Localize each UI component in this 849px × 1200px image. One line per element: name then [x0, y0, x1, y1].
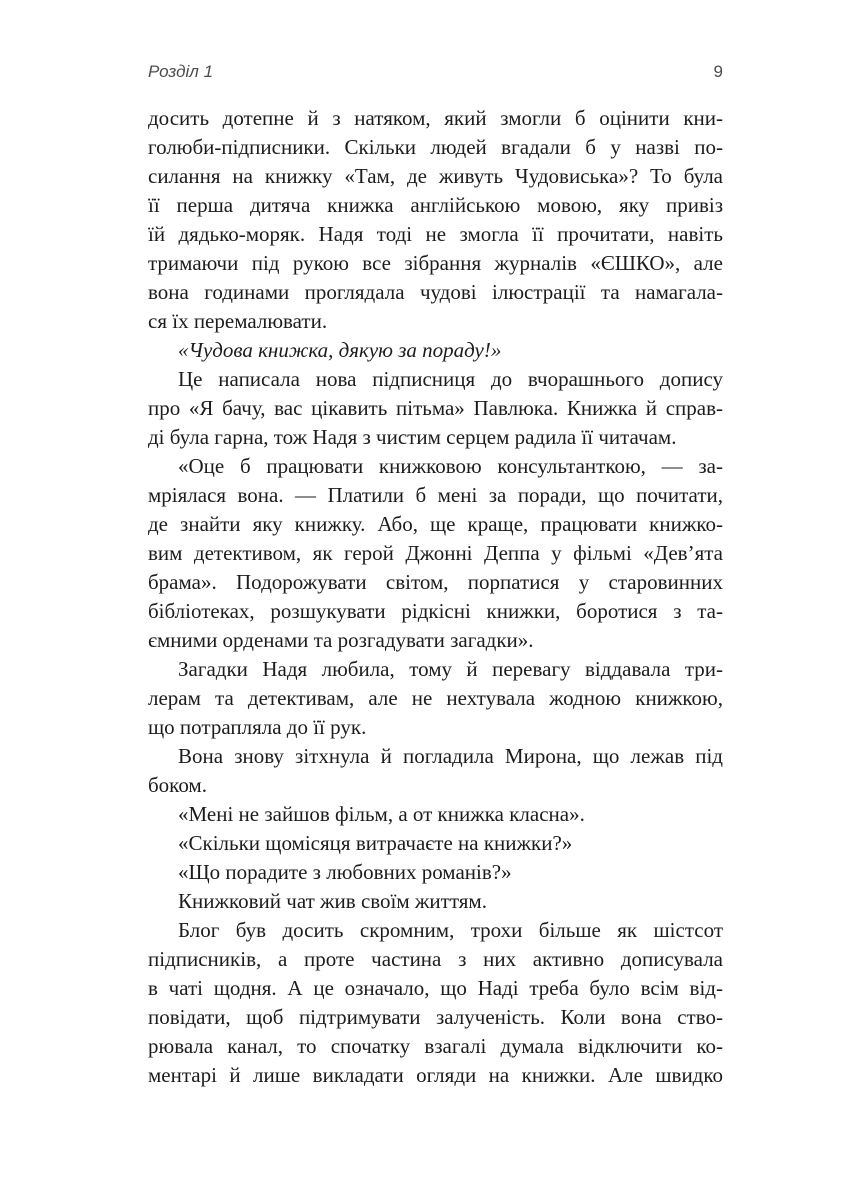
text-line: підписників, а проте частина з них активно дописувала: [148, 947, 723, 971]
text-line: «Скільки щомісяця витрачаєте на книжки?»: [178, 831, 573, 855]
text-line: Це написала нова підписниця до вчорашнього допису: [178, 367, 723, 391]
page-number: 9: [713, 62, 723, 81]
text-line: лерам та детективам, але не нехтувала жодною книжкою,: [148, 686, 723, 710]
text-line: голюби-підписники. Скільки людей вгадали б у назві по-: [148, 135, 723, 159]
text-line: Блог був досить скромним, трохи більше як шістсот: [178, 918, 723, 942]
text-line: мріялася вона. — Платили б мені за поради, що почитати,: [148, 483, 723, 507]
text-line: рювала канал, то спочатку взагалі думала відключити ко-: [148, 1034, 723, 1058]
text-line: про «Я бачу, вас цікавить пітьма» Павлюка. Книжка й справ-: [148, 396, 723, 420]
text-line: вона годинами проглядала чудові ілюстрації та намагала-: [148, 280, 723, 304]
text-line: їй дядько-моряк. Надя тоді не змогла її прочитати, навіть: [148, 222, 723, 246]
text-line: де знайти яку книжку. Або, ще краще, працювати книжко-: [148, 512, 723, 536]
text-line: ємними орденами та розгадувати загадки».: [148, 628, 534, 652]
text-line: ся їх перемалювати.: [148, 309, 328, 333]
text-line: ді була гарна, тож Надя з чистим серцем радила її читачам.: [148, 425, 677, 449]
text-line: Загадки Надя любила, тому й перевагу віддавала три-: [178, 657, 723, 681]
text-line: Книжковий чат жив своїм життям.: [178, 889, 487, 913]
page-header: [148, 62, 723, 82]
text-line: досить дотепне й з натяком, який змогли б оцінити кни-: [148, 106, 723, 130]
text-line: боком.: [148, 773, 207, 797]
text-line: Вона знову зітхнула й погладила Мирона, що лежав під: [178, 744, 723, 768]
book-page: [148, 62, 723, 1090]
text-line: силання на книжку «Там, де живуть Чудовиська»? То була: [148, 164, 723, 188]
text-line: вим детективом, як герой Джонні Деппа у фільмі «Дев’ята: [148, 541, 723, 565]
text-line: «Оце б працювати книжковою консультанткою, — за-: [178, 454, 723, 478]
text-line: повідати, щоб підтримувати залученість. Коли вона ство-: [148, 1005, 723, 1029]
text-line: бібліотеках, розшукувати рідкісні книжки, боротися з та-: [148, 599, 723, 623]
text-line: «Чудова книжка, дякую за пораду!»: [178, 338, 502, 362]
text-body: [148, 104, 723, 1090]
text-line: «Що порадите з любовних романів?»: [178, 860, 512, 884]
text-line: тримаючи під рукою все зібрання журналів «ЄШКО», але: [148, 251, 723, 275]
text-line: брама». Подорожувати світом, порпатися у старовинних: [148, 570, 723, 594]
text-line: в чаті щодня. А це означало, що Наді треба було всім від-: [148, 976, 723, 1000]
chapter-label: Розділ 1: [148, 62, 214, 81]
text-line: що потрапляла до її рук.: [148, 715, 367, 739]
text-line: її перша дитяча книжка англійською мовою, яку привіз: [148, 193, 723, 217]
text-line: «Мені не зайшов фільм, а от книжка класна».: [178, 802, 585, 826]
text-line: ментарі й лише викладати огляди на книжки. Але швидко: [148, 1063, 723, 1087]
